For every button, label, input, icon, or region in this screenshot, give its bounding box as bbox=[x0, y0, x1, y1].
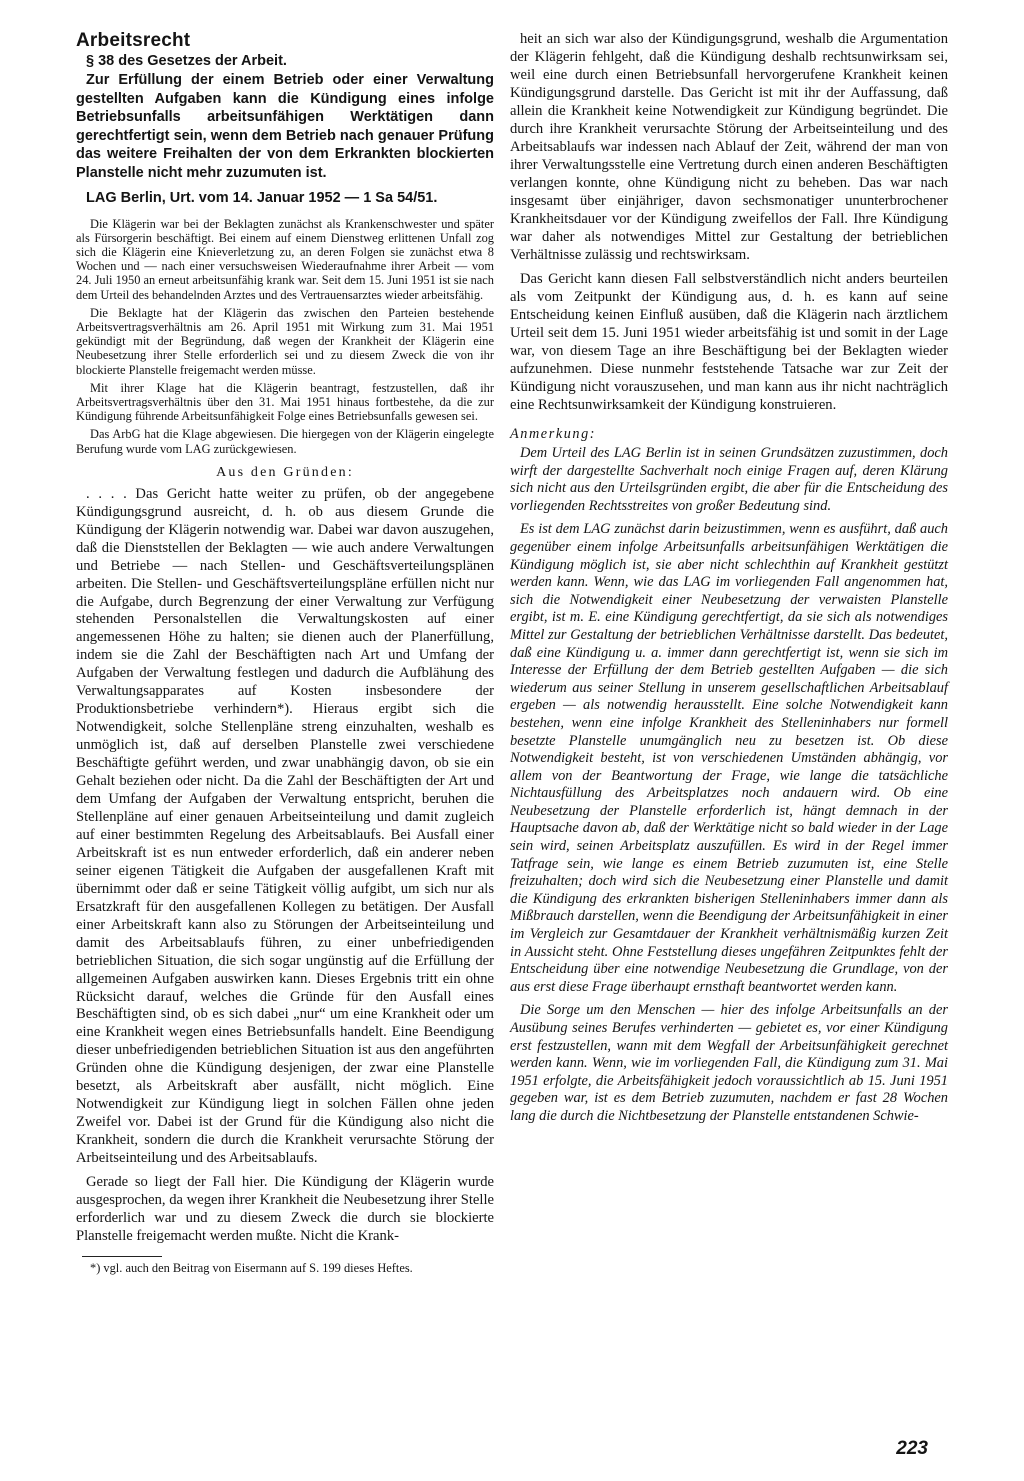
court-citation: LAG Berlin, Urt. vom 14. Januar 1952 — 1 Sa 54/51. bbox=[86, 189, 438, 206]
facts-paragraph: Das ArbG hat die Klage abgewiesen. Die hiergegen von der Klägerin eingelegte Berufung wurde vom LAG zurückgewiesen. bbox=[76, 427, 494, 456]
annotation-paragraph: Es ist dem LAG zunächst darin beizustimmen, wenn es ausführt, daß auch gegenüber einem infolge Arbeitsunfalls arbeitsunfähigen Werktätigen die Kündigung möglich ist, sie aber nicht schlechthin auf Krankheit gestützt werden kann. Wenn, wie das LAG im vorliegenden Fall angenommen hat, sich die Notwendigkeit einer Neubesetzung der verwaisten Planstelle ergibt, ist m. E. eine Kündigung gerechtfertigt, da sie sich als notwendiges Mittel zur Gestaltung der betrieblichen Verhältnisse darstellt. Das bedeutet, daß eine Kündigung u. a. immer dann gerechtfertigt ist, wenn sie sich im Interesse der Erfüllung der dem Betrieb gestellten Aufgaben — die sich wiederum aus seiner Stellung in unserem gesellschaftlichen Arbeitsablauf ergeben — als notwendig herausstellt. Eine solche Notwendigkeit kann bestehen, wenn eine infolge Krankheit des Stelleninhabers nur formell besetzte Planstelle unumgänglich neu zu besetzen ist. Ob diese Notwendigkeit besteht, ist von verschiedenen Umständen abhängig, vor allem von der Beantwortung der Frage, wie lange die tatsächliche Nichtausfüllung des Arbeitsplatzes noch andauern wird. Ob eine Neubesetzung der Planstelle erforderlich ist, hängt demnach in der Hauptsache davon ab, daß der Werktätige nicht so bald wieder in der Lage sein wird, seinen Arbeitsplatz auszufüllen. Es wird in der Regel immer Tatfrage sein, wie lange es einem Betrieb zuzumuten ist, eine Stelle freizuhalten; doch wird sich die Neubesetzung einer Planstelle und damit die Kündigung des erkrankten bisherigen Stelleninhabers immer dann als Mißbrauch darstellen, wenn die Beendigung der Arbeitsunfähigkeit in einer im Vergleich zur Gesamtdauer der Krankheit verhältnismäßig kurzen Zeit in Aussicht steht. Ohne Feststellung dieses ungefähren Zeitpunktes fehlt der Entscheidung über eine notwendige Neubesetzung die Grundlage, von der aus erst diese Frage überhaupt ernsthaft beantwortet werden kann. bbox=[510, 521, 948, 995]
right-column bbox=[510, 30, 948, 1126]
facts-paragraph: Die Beklagte hat der Klägerin das zwischen den Parteien bestehende Arbeitsvertragsverhältnis am 26. April 1951 mit Wirkung zum 31. Mai 1951 gekündigt mit der Begründung, daß wegen der Krankheit der Klägerin eine Neubesetzung ihrer Stelle erforderlich sei und zu diesem Zweck die von ihr blockierte Planstelle freigemacht werden müsse. bbox=[76, 305, 494, 377]
facts-paragraph: Die Klägerin war bei der Beklagten zunächst als Krankenschwester und später als Fürsorgerin beschäftigt. Bei einem auf einem Dienstweg erlittenen Unfall zog sich die Klägerin eine Knieverletzung zu, an deren Folgen sie zunächst etwa 8 Wochen und — nach einer versuchsweisen Wiederaufnahme ihrer Arbeit — vom 24. Juli 1950 an erneut arbeitsunfähig krank war. Seit dem 15. Juni 1951 ist sie nach dem Urteil des behandelnden Arztes und des Vertrauensarztes wieder arbeitsfähig. bbox=[76, 216, 494, 302]
headnote: Zur Erfüllung der einem Betrieb oder einer Verwaltung gestellten Aufgaben kann die Kündigung eines infolge Betriebsunfalls arbeitsunfähigen Werktätigen dann gerechtfertigt sein, wenn dem Betrieb nach genauer Prüfung das weitere Freihalten der von dem Erkrankten blockierten Planstelle nicht mehr zuzumuten ist. bbox=[76, 72, 494, 181]
grounds-title: Aus den Gründen: bbox=[216, 464, 354, 480]
left-column bbox=[76, 30, 494, 1275]
annotation-title: Anmerkung: bbox=[510, 426, 597, 442]
footnote: *) vgl. auch den Beitrag von Eisermann auf S. 199 dieses Heftes. bbox=[90, 1260, 413, 1275]
section-heading: Arbeitsrecht bbox=[76, 30, 191, 51]
footnote-divider bbox=[82, 1256, 162, 1257]
annotation-paragraph: Die Sorge um den Menschen — hier des infolge Arbeitsunfalls an der Ausübung seines Berufes verhinderten — gebietet es, vor einer Kündigung erst festzustellen, wann mit dem Wegfall der Arbeitsunfähigkeit gerechnet werden kann. Wenn, wie im vorliegenden Fall, die Kündigung zum 31. Mai 1951 erfolgte, die Arbeitsfähigkeit jedoch voraussichtlich ab 15. Juni 1951 gegeben war, ist es dem Betrieb zuzumuten, nachdem er fast 28 Wochen lang die durch die Nichtbesetzung der Planstelle entstandenen Schwie- bbox=[510, 1002, 948, 1124]
page-number: 223 bbox=[896, 1438, 928, 1459]
body-paragraph: Gerade so liegt der Fall hier. Die Kündigung der Klägerin wurde ausgesprochen, da wegen ihrer Krankheit die Neubesetzung ihrer Stelle erforderlich war und zu diesem Zweck die durch sie blockierte Planstelle freigemacht werden mußte. Nicht die Krank- bbox=[76, 1174, 494, 1244]
body-paragraph: heit an sich war also der Kündigungsgrund, weshalb die Argumentation der Klägerin fehlgeht, daß die Kündigung deshalb rechtsunwirksam sei, weil eine durch einen Betriebsunfall hervorgerufene Krankheit keinen Kündigungsgrund darstelle. Das Gericht ist mit ihr der Auffassung, daß allein die Krankheit keine Notwendigkeit zur Kündigung begründet. Die durch ihre Krankheit verursachte Störung der Arbeitseinteilung und des Arbeitsablaufs war indessen nach Ablauf der Zeit, während der man von ihrer Verwaltungsstelle eine Vertretung durch einen anderen Beschäftigten verlangen konnte, ohne Kündigung nicht zu beheben. Das war nach insgesamt über einjähriger, davon sechsmonatiger ununterbrochener Krankheitsdauer vor der Kündigung zweifellos der Fall. Ihre Kündigung war daher als notwendiges Mittel zur Gestaltung der betrieblichen Verhältnisse zulässig und rechtswirksam. bbox=[510, 31, 948, 263]
body-paragraph: . . . . Das Gericht hatte weiter zu prüfen, ob der angegebene Kündigungsgrund ausreicht, d. h. ob aus diesem Grunde die Kündigung der Klägerin notwendig war. Dabei war davon auszugehen, daß die Dienststellen der Beklagten — wie auch andere Verwaltungen und Betriebe — nach Stellen- und Geschäftsverteilungsplänen arbeiten. Die Stellen- und Geschäftsverteilungspläne erfüllen nicht nur die Aufgabe, durch Begrenzung der einer Verwaltung zur Verfügung stehenden Personalstellen die Verwaltungskosten auf einer angemessenen Höhe zu halten; sie dienen auch der Planerfüllung, indem sie die Zahl der Beschäftigten nach Art und Umfang der Aufgaben der Verwaltung festlegen und dadurch die Aufblähung des Verwaltungsapparates auf Kosten insbesondere der Produktionsbetriebe verhindern*). Hieraus ergibt sich die Notwendigkeit, solche Stellenpläne streng einzuhalten, weshalb es unmöglich ist, daß auf derselben Planstelle zwei verschiedene Beschäftigte geführt werden, und zwar unabhängig davon, ob sie ein Gehalt beziehen oder nicht. Da die Zahl der Beschäftigten der Art und dem Umfang der Aufgaben der Verwaltung entspricht, beruhen die Stellenpläne auf einer genauen Arbeitseinteilung und damit zugleich auf einer bestimmten Regelung des Arbeitsablaufs. Bei Ausfall einer Arbeitskraft ist es nun entweder erforderlich, daß ein anderer neben seiner eigenen Tätigkeit die Aufgaben der ausgefallenen Kraft mit übernimmt oder daß er seine Tätigkeit völlig aufgibt, um sich nur als Ersatzkraft für den ausgefallenen Kollegen zu betätigen. Der Ausfall einer Arbeitskraft kann also zu Störungen der Arbeitseinteilung und damit des Arbeitsablaufs führen, zu einer unbefriedigenden betrieblichen Situation, die sich sogar ungünstig auf die Erfüllung der allgemeinen Aufgaben auswirken kann. Dieses Ergebnis tritt ein ohne Rücksicht darauf, welches die Gründe für den Ausfall eines Beschäftigten sind, ob es sich dabei „nur“ um eine Krankheit oder um eine Krankheit wegen eines Betriebsunfalls handelt. Eine Beendigung dieser unbefriedigenden betrieblichen Situation ist aus den angeführten Gründen ohne die Kündigung desjenigen, der zwar eine Planstelle besetzt, als Arbeitskraft aber ausfällt, nicht möglich. Eine Notwendigkeit zur Kündigung liegt in solchen Fällen ohne jeden Zweifel vor. Dabei ist der Grund für die Kündigung also nicht die Krankheit, sondern die durch die Krankheit verursachte Störung der Arbeitseinteilung und des Arbeitsablaufs. bbox=[76, 485, 494, 1167]
headnote-title: § 38 des Gesetzes der Arbeit. bbox=[86, 53, 287, 69]
body-paragraph: Das Gericht kann diesen Fall selbstverständlich nicht anders beurteilen als vom Zeitpunkt der Kündigung aus, d. h. es kann auf seine Entscheidung keinen Einfluß ausüben, daß die Klägerin nach ärztlichem Urteil seit dem 15. Juni 1951 wieder arbeitsfähig ist und somit in der Lage war, von diesem Tage an ihre Beschäftigung bei der Beklagten wieder aufzunehmen. Diese nunmehr feststehende Tatsache war zur Zeit der Kündigung nicht vorauszusehen, und man kann aus ihr nicht nachträglich eine Rechtsunwirksamkeit der Kündigung konstruieren. bbox=[510, 271, 948, 413]
facts-paragraph: Mit ihrer Klage hat die Klägerin beantragt, festzustellen, daß ihr Arbeitsvertragsverhältnis über den 31. Mai 1951 hinaus fortbestehe, da die zur Kündigung führende Arbeitsunfähigkeit Folge eines Betriebsunfalls gewesen sei. bbox=[76, 380, 494, 424]
annotation-paragraph: Dem Urteil des LAG Berlin ist in seinen Grundsätzen zuzustimmen, doch wirft der dargestellte Sachverhalt noch einige Fragen auf, deren Klärung sich nicht aus den Urteilsgründen ergibt, die aber für die Entscheidung des vorliegenden Rechtsstreites von großer Bedeutung sind. bbox=[510, 445, 948, 514]
